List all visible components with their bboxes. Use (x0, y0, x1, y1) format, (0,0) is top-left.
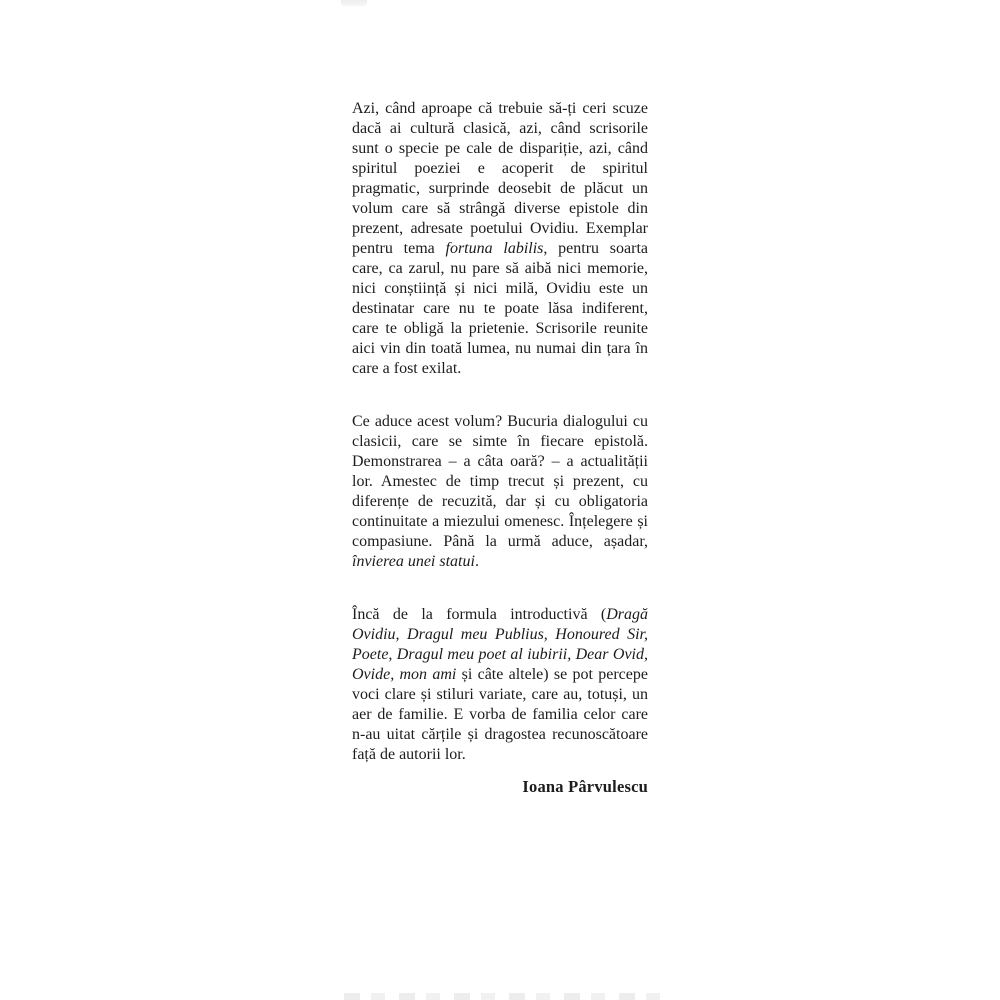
text-segment: Azi, când aproape că trebuie să-ți ceri scuze dacă ai cultură clasică, azi, când scrisorile sunt o specie pe cale de dispariție, azi, când spiritul poeziei e acoperit de spiritul pragmatic, surprinde deosebit de plăcut un volum care să strângă diverse epistole din prezent, adresate poetului Ovidiu. Exemplar pentru tema (352, 100, 648, 257)
text-segment: Încă de la formula introductivă ( (352, 606, 607, 623)
italic-phrase: fortuna labilis (445, 240, 544, 257)
page-edge-artifact-top (341, 0, 367, 6)
review-text-column (352, 99, 648, 797)
italic-phrase: învierea unei statui (352, 553, 475, 570)
paragraph-3 (352, 605, 648, 765)
italic-phrase: Dragă Ovidiu, Dragul meu Publius, Honoured Sir, Poete, Dragul meu poet al iubirii, Dear Ovid, Ovide, mon ami (352, 606, 648, 683)
text-segment: și câte altele) se pot percepe voci clare și stiluri variate, care au, totuși, un aer de familie. E vorba de familia celor care n-au uitat cărțile și dragostea recunoscătoare față de autorii lor. (352, 666, 648, 763)
text-segment: Ce aduce acest volum? Bucuria dialogului cu clasicii, care se simte în fiecare epistolă. Demonstrarea – a câta oară? – a actualității lor. Amestec de timp trecut și prezent, cu diferențe de recuzită, dar și cu obligatoria continuitate a miezului omenesc. Înțelegere și compasiune. Până la urmă aduce, așadar, (352, 413, 648, 550)
paragraphs-container (352, 99, 648, 765)
text-segment: , pentru soarta care, ca zarul, nu pare să aibă nici memorie, nici conștiință și nici milă, Ovidiu este un destinatar care nu te poate lăsa indiferent, care te obligă la prietenie. Scrisorile reunite aici vin din toată lumea, nu numai din țara în care a fost exilat. (352, 240, 648, 377)
text-segment: . (474, 553, 479, 570)
paragraph-2 (352, 412, 648, 572)
author-name: Ioana Pârvulescu (522, 777, 648, 796)
paragraph-1 (352, 99, 648, 379)
page-edge-artifact-bottom (344, 993, 662, 1000)
